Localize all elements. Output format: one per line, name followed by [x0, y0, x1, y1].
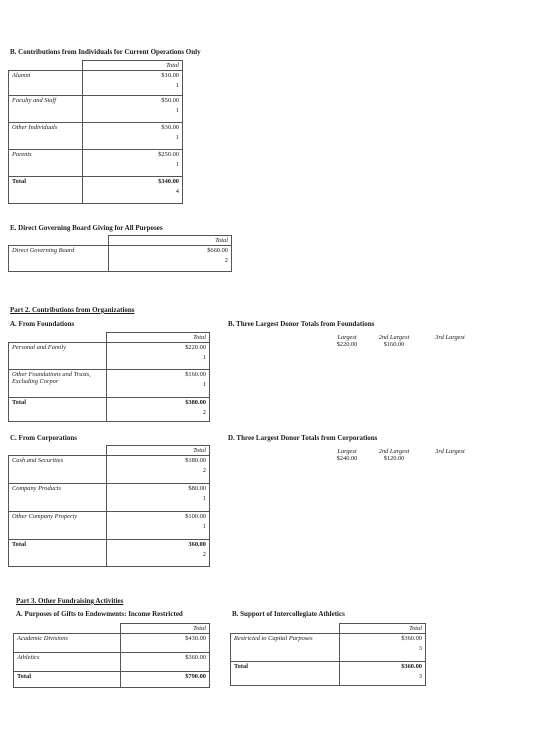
row-label-other-company-property: Other Company Property	[9, 512, 107, 540]
corporation-3rd-largest: 3rd Largest	[435, 448, 465, 455]
athletics-support-table	[230, 623, 426, 686]
corporations-table	[8, 445, 210, 567]
amount-cell: $360.00 3	[340, 634, 426, 662]
amount-cell: $790.00	[121, 672, 210, 688]
row-label-governing-board: Direct Governing Board	[9, 246, 109, 272]
governing-board-table	[8, 235, 232, 272]
total-header: Total	[106, 333, 209, 343]
row-label-parents: Parents	[9, 150, 83, 177]
row-label-total: Total	[9, 540, 107, 567]
amount-cell: $30.00 1	[82, 123, 182, 150]
amount-cell: $660.00 2	[108, 246, 231, 272]
endowments-table	[13, 623, 210, 688]
row-label-athletics: Athletics	[14, 653, 121, 672]
amount-cell: $100.00 1	[106, 512, 209, 540]
row-label-other-individuals: Other Individuals	[9, 123, 83, 150]
total-header: Total	[108, 236, 231, 246]
foundations-title: A. From Foundations	[10, 320, 75, 328]
amount-cell: $360.00 3	[340, 662, 426, 686]
corporation-donors-title: D. Three Largest Donor Totals from Corporations	[228, 434, 378, 442]
row-label-personal-family: Personal and Family	[9, 343, 107, 370]
row-label-total: Total	[9, 177, 83, 204]
amount-cell: $220.00 1	[106, 343, 209, 370]
amount-cell: $430.00	[121, 634, 210, 653]
foundation-donors-title: B. Three Largest Donor Totals from Foundations	[228, 320, 375, 328]
amount-cell: $50.00 1	[82, 96, 182, 123]
individuals-table	[8, 60, 183, 204]
row-label-company-products: Company Products	[9, 484, 107, 512]
endowments-title: A. Purposes of Gifts to Endowments: Income Restricted	[16, 610, 183, 618]
athletics-support-title: B. Support of Intercollegiate Athletics	[232, 610, 345, 618]
row-label-total: Total	[231, 662, 340, 686]
amount-cell: 360.00 2	[106, 540, 209, 567]
section-e-title: E. Direct Governing Board Giving for All Purposes	[10, 224, 163, 232]
part3-title: Part 3. Other Fundraising Activities	[16, 597, 124, 605]
amount-cell: $10.00 1	[82, 71, 182, 96]
row-label-capital-purposes: Restricted to Capital Purposes	[231, 634, 340, 662]
total-header: Total	[106, 446, 209, 456]
corporation-largest: Largest $240.00	[336, 448, 358, 462]
amount-cell: $80.00 1	[106, 484, 209, 512]
row-label-other-foundations: Other Foundations and Trusts, Excluding Corpor	[9, 370, 107, 398]
corporation-2nd-largest: 2nd Largest $120.00	[378, 448, 410, 462]
amount-cell: $180.00 2	[106, 456, 209, 484]
foundation-largest: Largest $220.00	[336, 334, 358, 348]
amount-cell: $160.00 1	[106, 370, 209, 398]
amount-cell: $340.00 4	[82, 177, 182, 204]
row-label-alumni: Alumni	[9, 71, 83, 96]
corporations-title: C. From Corporations	[10, 434, 77, 442]
total-header: Total	[82, 61, 182, 71]
row-label-cash-securities: Cash and Securities	[9, 456, 107, 484]
row-label-total: Total	[9, 398, 107, 422]
foundation-2nd-largest: 2nd Largest $160.00	[378, 334, 410, 348]
row-label-total: Total	[14, 672, 121, 688]
amount-cell: $250.00 1	[82, 150, 182, 177]
row-label-faculty: Faculty and Staff	[9, 96, 83, 123]
foundations-table	[8, 332, 210, 422]
row-label-academic-divisions: Academic Divisions	[14, 634, 121, 653]
foundation-3rd-largest: 3rd Largest	[435, 334, 465, 341]
part2-title: Part 2. Contributions from Organizations	[10, 306, 135, 314]
section-b-title: B. Contributions from Individuals for Current Operations Only	[10, 48, 201, 56]
total-header: Total	[340, 624, 426, 634]
amount-cell: $380.00 2	[106, 398, 209, 422]
amount-cell: $360.00	[121, 653, 210, 672]
total-header: Total	[121, 624, 210, 634]
